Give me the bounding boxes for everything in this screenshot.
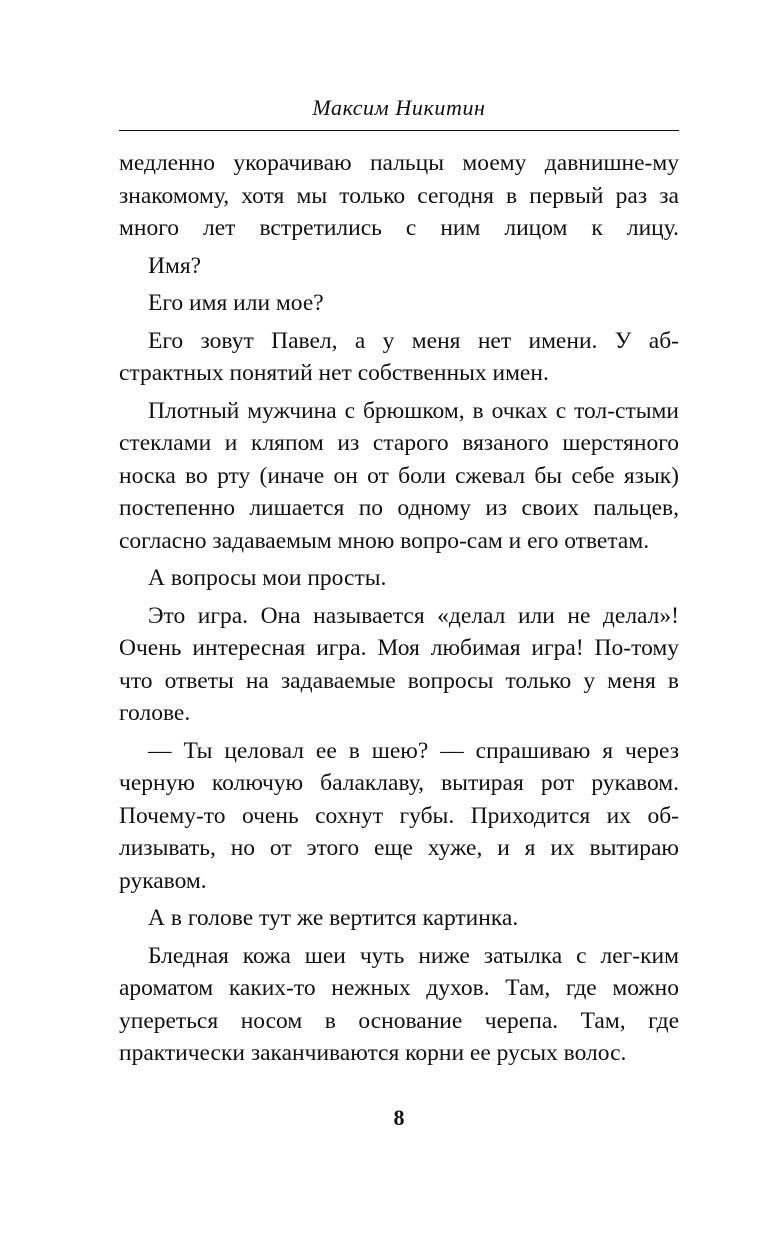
body-text bbox=[119, 147, 679, 1075]
paragraph: Плотный мужчина с брюшком, в очках с тол-стыми стеклами и кляпом из старого вязаного шерстяного носка во рту (иначе он от боли сжевал бы себе язык) постепенно лишается по одному из своих пальцев, согласно задаваемым мною вопро-сам и его ответам. bbox=[119, 397, 679, 554]
book-page bbox=[119, 0, 679, 1241]
paragraph: Его имя или мое? bbox=[148, 290, 324, 316]
running-head-author: Максим Никитин bbox=[312, 95, 486, 120]
paragraph: Его зовут Павел, а у меня нет имени. У аб-страктных понятий нет собственных имен. bbox=[119, 327, 679, 386]
paragraph: Это игра. Она называется «делал или не делал»! Очень интересная игра. Моя любимая игра! По-тому что ответы на задаваемые вопросы только у меня в голове. bbox=[119, 602, 679, 726]
paragraph: Имя? bbox=[148, 252, 202, 279]
paragraph: А вопросы мои просты. bbox=[148, 565, 387, 591]
paragraph: А в голове тут же вертится картинка. bbox=[148, 905, 519, 931]
paragraph: — Ты целовал ее в шею? — спрашиваю я через черную колючую балаклаву, вытирая рот рукавом. Почему-то очень сохнут губы. Приходится их об-лизывать, но от этого еще хуже, и я их вытираю рукавом. bbox=[119, 737, 679, 894]
header-rule bbox=[119, 130, 679, 131]
page-number: 8 bbox=[393, 1105, 405, 1130]
paragraph: медленно укорачиваю пальцы моему давнишне-му знакомому, хотя мы только сегодня в первый раз за много лет встретились с ним лицом к лицу. bbox=[119, 150, 679, 241]
paragraph: Бледная кожа шеи чуть ниже затылка с лег-ким ароматом каких-то нежных духов. Там, где можно упереться носом в основание черепа. Там, где практически заканчиваются корни ее русых волос. bbox=[119, 942, 679, 1066]
